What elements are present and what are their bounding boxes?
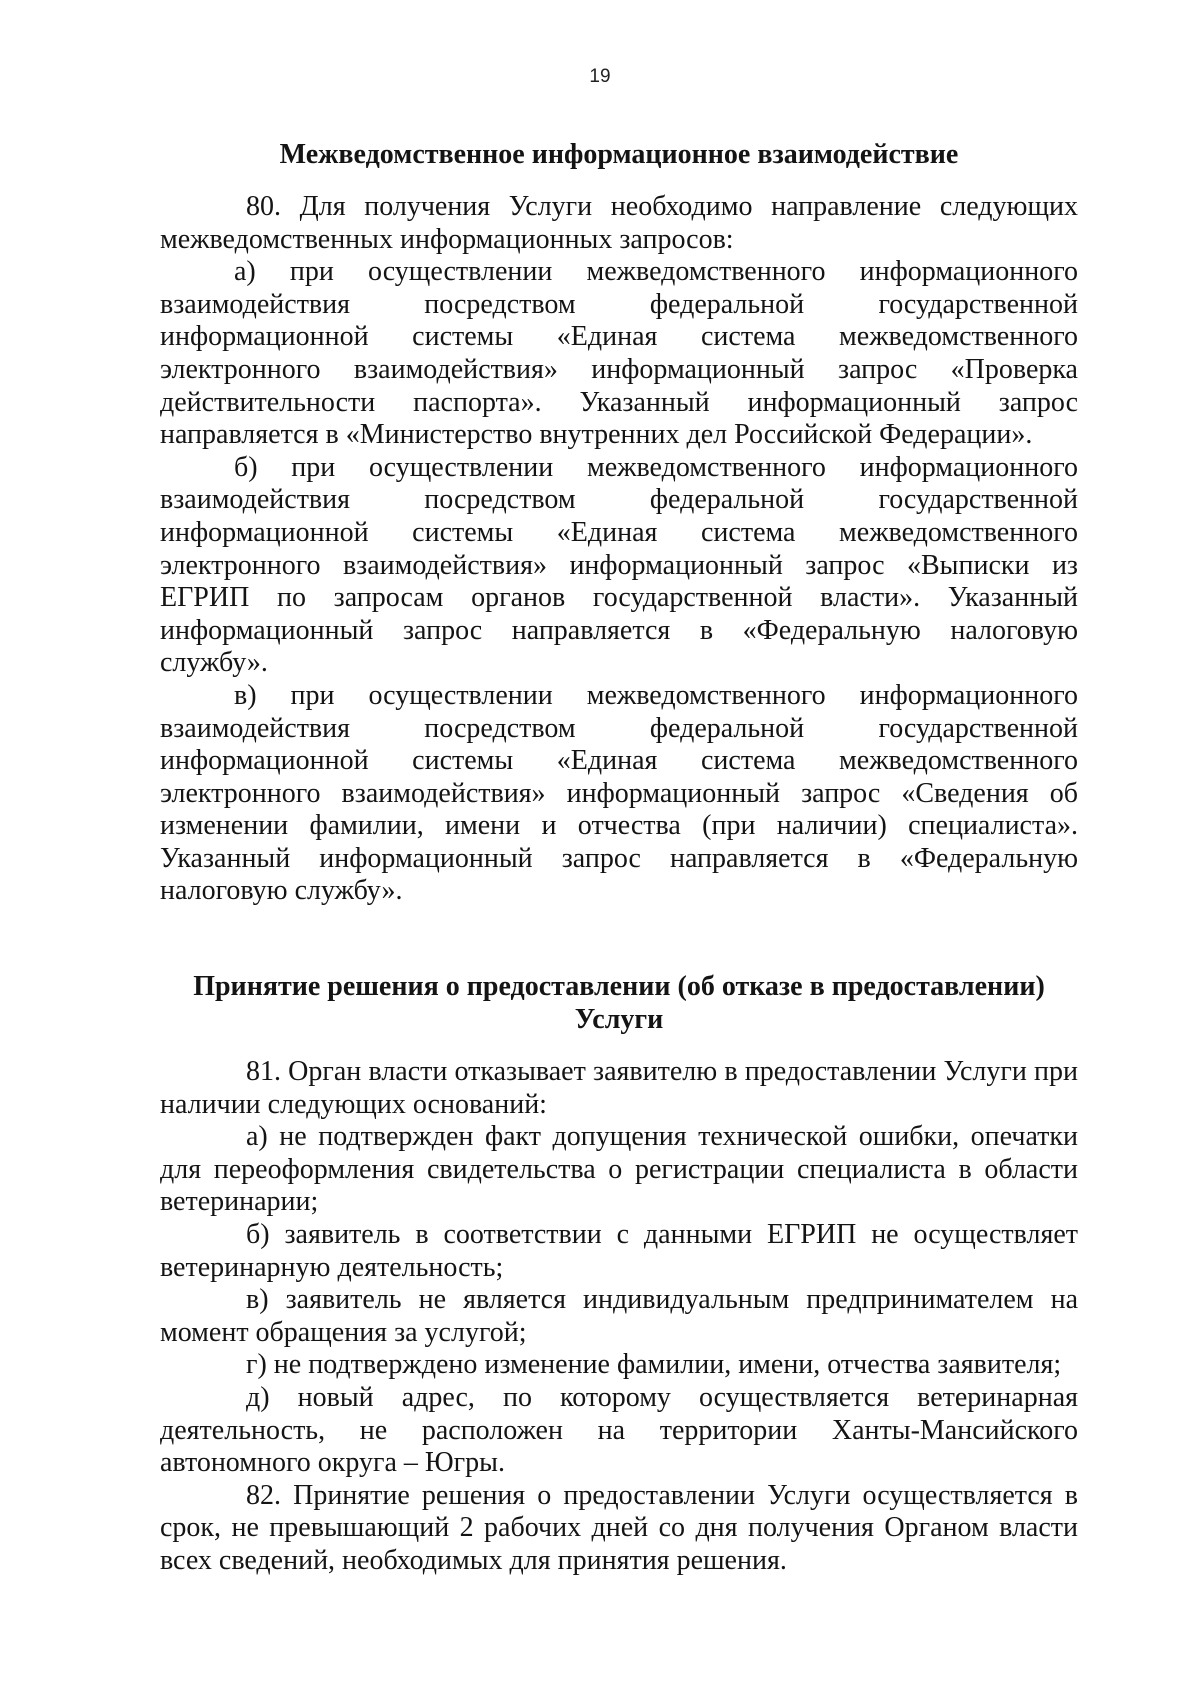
list-item-81-a: а) не подтвержден факт допущения технической ошибки, опечатки для переоформления свидетельства о регистрации специалиста в области ветеринарии; xyxy=(160,1121,1078,1218)
list-item-80-v: в) при осуществлении межведомственного информационного взаимодействия посредством федеральной государственной информационной системы «Единая система межведомственного электронного взаимодействия» информационный запрос «Сведения об изменении фамилии, имени и отчества (при наличии) специалиста». Указанный информационный запрос направляется в «Федеральную налоговую службу». xyxy=(160,679,1078,907)
section-heading-decision-line2: Услуги xyxy=(574,1004,664,1036)
paragraph-81: 81. Орган власти отказывает заявителю в предоставлении Услуги при наличии следующих оснований: xyxy=(160,1056,1078,1120)
list-item-80-b: б) при осуществлении межведомственного информационного взаимодействия посредством федеральной государственной информационной системы «Единая система межведомственного электронного взаимодействия» информационный запрос «Выписки из ЕГРИП по запросам органов государственной власти». Указанный информационный запрос направляется в «Федеральную налоговую службу». xyxy=(160,451,1078,679)
document-body xyxy=(160,138,1078,1578)
section-heading-decision xyxy=(160,970,1078,1036)
list-item-80-a: а) при осуществлении межведомственного информационного взаимодействия посредством федеральной государственной информационной системы «Единая система межведомственного электронного взаимодействия» информационный запрос «Проверка действительности паспорта». Указанный информационный запрос направляется в «Министерство внутренних дел Российской Федерации». xyxy=(160,256,1078,451)
page-number: 19 xyxy=(589,66,611,87)
list-item-81-b: б) заявитель в соответствии с данными ЕГРИП не осуществляет ветеринарную деятельность; xyxy=(160,1219,1078,1283)
list-item-81-v: в) заявитель не является индивидуальным предпринимателем на момент обращения за услугой; xyxy=(160,1284,1078,1348)
paragraph-80: 80. Для получения Услуги необходимо направление следующих межведомственных информационных запросов: xyxy=(160,191,1078,255)
list-item-81-d: д) новый адрес, по которому осуществляется ветеринарная деятельность, не расположен на территории Ханты-Мансийского автономного округа – Югры. xyxy=(160,1382,1078,1479)
section-heading-decision-line1: Принятие решения о предоставлении (об отказе в предоставлении) xyxy=(193,971,1045,1003)
section-heading-interagency: Межведомственное информационное взаимодействие xyxy=(279,139,959,170)
paragraph-82: 82. Принятие решения о предоставлении Услуги осуществляется в срок, не превышающий 2 рабочих дней со дня получения Органом власти всех сведений, необходимых для принятия решения. xyxy=(160,1479,1078,1576)
list-item-81-g: г) не подтверждено изменение фамилии, имени, отчества заявителя; xyxy=(246,1349,1062,1381)
